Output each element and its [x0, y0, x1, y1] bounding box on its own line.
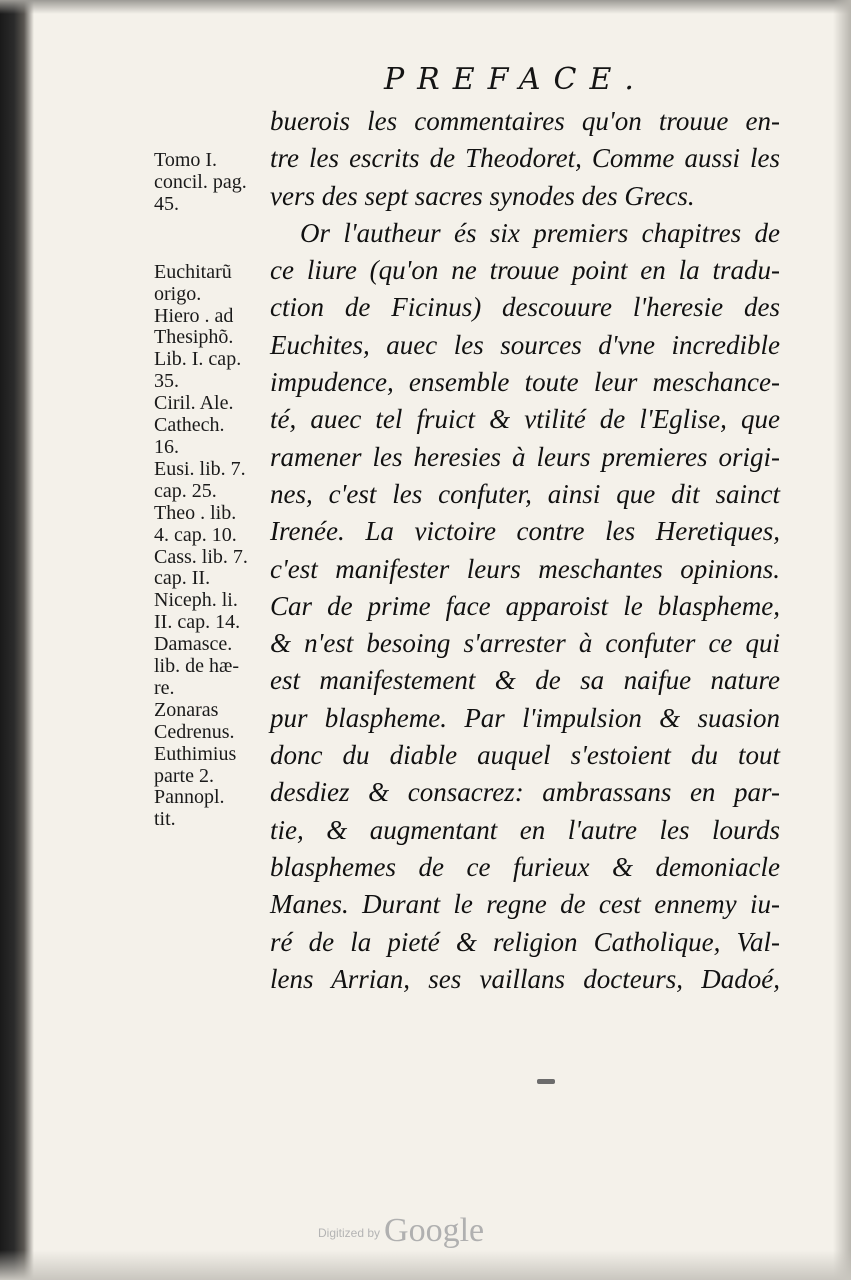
margin-note: Tomo I.	[154, 149, 218, 171]
text-line: donc du diable auquel s'estoient du tout	[270, 740, 780, 771]
text-line: nes, c'est les confuter, ainsi que dit sainct	[270, 478, 780, 509]
margin-note: Hiero . ad	[154, 304, 234, 327]
text-line: tre les escrits de Theodoret, Comme aussi les	[270, 143, 780, 174]
page-edge-shadow	[0, 0, 34, 1280]
margin-note: Cedrenus.	[154, 720, 235, 743]
margin-note: re.	[154, 676, 175, 699]
text-line: Manes. Durant le regne de cest ennemy iu-	[270, 889, 780, 920]
text-line: impudence, ensemble toute leur meschance-	[270, 367, 780, 398]
running-title: PREFACE.	[384, 62, 647, 97]
text-line: vers des sept sacres synodes des Grecs.	[270, 180, 695, 211]
watermark-brand: Google	[384, 1212, 485, 1249]
text-line: Car de prime face apparoist le blaspheme,	[270, 590, 780, 621]
margin-note: Euthimius	[154, 742, 237, 765]
margin-note: 35.	[154, 370, 179, 393]
text-line: ramener les heresies à leurs premieres origi-	[270, 441, 780, 472]
text-line: est manifestement & de sa naifue nature	[270, 665, 780, 696]
margin-note: Ciril. Ale.	[154, 392, 234, 415]
margin-note: Eusi. lib. 7.	[154, 457, 246, 480]
page-right-shadow	[833, 0, 851, 1280]
body-text	[270, 103, 780, 998]
text-line: ré de la pieté & religion Catholique, Val-	[270, 926, 780, 957]
margin-note: origo.	[154, 282, 202, 305]
text-line: ce liure (qu'on ne trouue point en la tradu-	[270, 255, 780, 286]
margin-note: cap. II.	[154, 567, 211, 590]
margin-note: 45.	[154, 192, 179, 215]
margin-note: Euchitarũ	[154, 260, 232, 283]
text-line: blasphemes de ce furieux & demoniacle	[270, 851, 780, 882]
ink-smudge	[537, 1079, 555, 1084]
text-line: Euchites, auec les sources d'vne incredible	[270, 329, 780, 360]
margin-note: lib. de hæ-	[154, 655, 239, 678]
page-bottom-shadow	[0, 1250, 851, 1280]
margin-note: Zonaras	[154, 698, 219, 721]
margin-note: cap. 25.	[154, 479, 217, 502]
margin-spacer	[154, 216, 282, 262]
margin-notes	[154, 150, 282, 831]
margin-note: Theo . lib.	[154, 501, 237, 524]
text-line: Irenée. La victoire contre les Heretiques,	[270, 516, 780, 547]
margin-note: Cass. lib. 7.	[154, 545, 248, 568]
margin-note: concil. pag.	[154, 170, 247, 193]
text-line: buerois les commentaires qu'on trouue en-	[270, 106, 780, 136]
margin-note: 4. cap. 10.	[154, 523, 237, 546]
margin-note: Thesiphõ.	[154, 326, 234, 349]
margin-note: Cathech.	[154, 414, 225, 437]
margin-note: Pannopl.	[154, 786, 225, 809]
page-top-shadow	[0, 0, 851, 14]
margin-note: Damasce.	[154, 633, 233, 656]
text-line: c'est manifester leurs meschantes opinions.	[270, 553, 780, 584]
text-line: & n'est besoing s'arrester à confuter ce qui	[270, 628, 780, 659]
margin-note: parte 2.	[154, 764, 214, 787]
text-line: tie, & augmentant en l'autre les lourds	[270, 814, 780, 845]
text-line: lens Arrian, ses vaillans docteurs, Dadoé,	[270, 963, 780, 994]
margin-note: II. cap. 14.	[154, 611, 241, 634]
margin-note: Niceph. li.	[154, 589, 238, 612]
text-line: pur blaspheme. Par l'impulsion & suasion	[270, 702, 780, 733]
margin-note: 16.	[154, 435, 179, 458]
margin-note: Lib. I. cap.	[154, 348, 242, 371]
text-line: Or l'autheur és six premiers chapitres de	[300, 217, 780, 248]
watermark-prefix: Digitized by	[318, 1226, 381, 1240]
text-line: té, auec tel fruict & vtilité de l'Eglise, que	[270, 404, 780, 435]
digitization-watermark	[318, 1212, 484, 1250]
text-line: desdiez & consacrez: ambrassans en par-	[270, 777, 780, 808]
margin-note: tit.	[154, 808, 176, 831]
text-line: ction de Ficinus) descouure l'heresie des	[270, 292, 780, 323]
